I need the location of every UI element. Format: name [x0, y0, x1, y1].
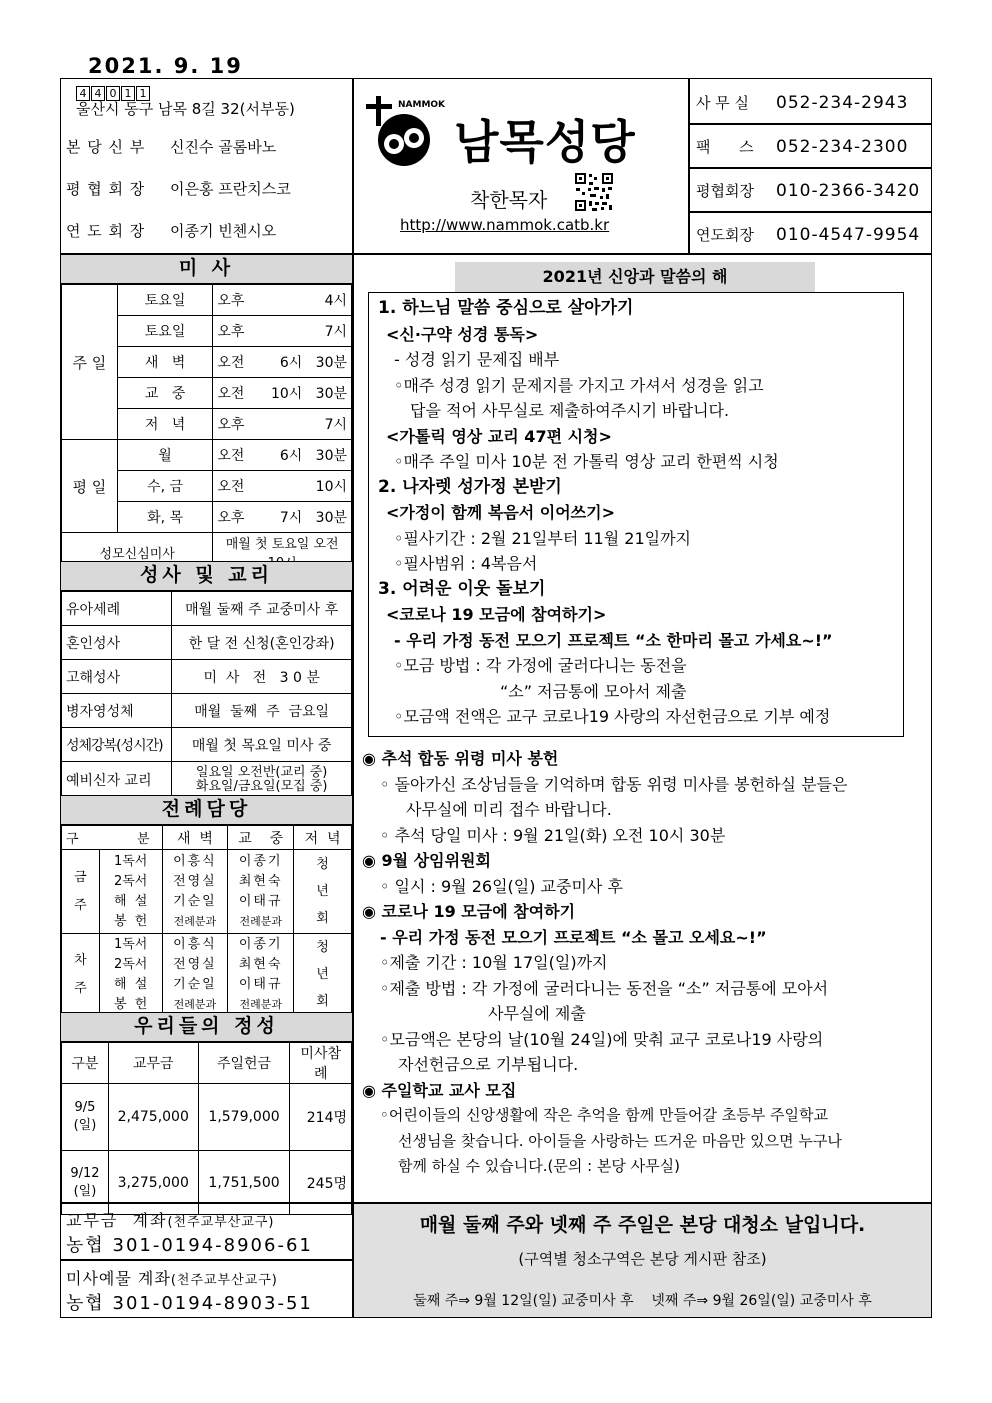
offerings-header-sunday: 주일헌금 — [198, 1043, 290, 1084]
notice-heading: ◉ 추석 합동 위령 미사 봉헌 — [362, 749, 559, 768]
church-address: 울산시 동구 남목 8길 32(서부동) — [76, 100, 295, 118]
contact-prayer — [696, 224, 920, 245]
cleaning-schedule: 둘째 주⇒ 9월 12일(일) 교중미사 후 넷째 주⇒ 9월 26일(일) 교중미사 후 — [413, 1293, 872, 1309]
contact-council-value: 010-2366-3420 — [776, 181, 921, 201]
tithe-account-title: 교무금 계좌(천주교부산교구) — [66, 1211, 275, 1230]
offerings-attendance: 245명 — [290, 1151, 352, 1215]
liturgy-header-main: 교 중 — [228, 826, 294, 850]
mass-day: 월 — [117, 440, 213, 471]
liturgy-header-division: 구 분 — [62, 826, 163, 850]
offerings-tithe: 3,275,000 — [108, 1151, 198, 1215]
sacrament-value: 매월 둘째 주 교중미사 후 — [172, 592, 352, 626]
offerings-section-title: 우리들의 정성 — [61, 1012, 352, 1042]
notice-item: 사무실에 미리 접수 바랍니다. — [406, 800, 612, 819]
catechumen-value: 일요일 오전반(교리 중) 화요일/금요일(모집 중) — [172, 762, 352, 798]
contact-office-value: 052-234-2943 — [776, 93, 909, 113]
prayer-president-name: 이종기 빈첸시오 — [170, 222, 277, 240]
offerings-sunday: 1,751,500 — [198, 1151, 290, 1215]
liturgy-roles: 1독서 2독서 해 설 봉 헌 — [99, 934, 162, 1016]
notice-item: 선생님을 찾습니다. 아이들을 사랑하는 뜨거운 마음만 있으면 누구나 — [398, 1131, 842, 1150]
catechumen-label: 예비신자 교리 — [62, 762, 172, 798]
theme-subheading: <가정이 함께 복음서 이어쓰기> — [386, 503, 615, 522]
contact-fax — [696, 136, 908, 157]
this-week-evening: 청 년 회 — [294, 850, 352, 934]
theme-subheading: <신·구약 성경 통독> — [386, 324, 539, 344]
this-week-label: 금 주 — [62, 850, 100, 934]
notice-item: ◦제출 방법 : 각 가정에 굴러다니는 동전을 “소” 저금통에 모아서 — [380, 978, 829, 998]
sacrament-label: 유아세례 — [62, 592, 172, 626]
notice-item: ◦제출 기간 : 10월 17일(일)까지 — [380, 953, 608, 972]
contact-prayer-value: 010-4547-9954 — [776, 225, 921, 245]
council-president-name: 이은홍 프란치스코 — [170, 180, 291, 198]
mass-time: 오전 6시 30분 — [213, 347, 352, 378]
council-president-row — [66, 178, 346, 199]
council-president-label: 평 협 회 장 — [66, 180, 146, 198]
column-divider — [352, 78, 354, 1318]
mass-time: 오후 4시 — [213, 285, 352, 316]
mass-day: 새 벽 — [117, 347, 213, 378]
tithe-account-number: 농협 301-0194-8906-61 — [66, 1235, 313, 1256]
mass-section-title: 미 사 — [61, 254, 352, 284]
offerings-table — [61, 1042, 352, 1215]
motto: 착한목자 — [470, 188, 548, 212]
qr-code-icon — [574, 172, 614, 212]
mass-day: 교 중 — [117, 378, 213, 409]
mass-day: 저 녁 — [117, 409, 213, 440]
mass-day: 토요일 — [117, 285, 213, 316]
sacrament-label: 고해성사 — [62, 660, 172, 694]
theme-item: ◦필사범위 : 4복음서 — [394, 554, 538, 573]
mass-time: 오전 10시 — [213, 471, 352, 502]
notice-item: - 우리 가정 동전 모으기 프로젝트 “소 몰고 오세요~!” — [380, 927, 767, 947]
prayer-president-row — [66, 220, 346, 241]
mass-time: 오전 6시 30분 — [213, 440, 352, 471]
sacrament-value: 매월 첫 목요일 미사 중 — [172, 728, 352, 762]
theme-item: 답을 적어 사무실로 제출하여주시기 바랍니다. — [410, 401, 730, 420]
theme-item: ◦모금 방법 : 각 가정에 굴러다니는 동전을 — [394, 656, 687, 675]
sacrament-value: 한 달 전 신청(혼인강좌) — [172, 626, 352, 660]
accounts-divider — [60, 1259, 353, 1261]
contact-office-label: 사 무 실 — [696, 94, 750, 112]
bulletin-date: 2021. 9. 19 — [88, 54, 243, 78]
contact-prayer-label: 연도회장 — [696, 226, 754, 244]
church-logo — [362, 92, 682, 172]
year-theme-title: 2021년 신앙과 말씀의 해 — [455, 262, 815, 292]
liturgy-roles: 1독서 2독서 해 설 봉 헌 — [99, 850, 162, 934]
sacrament-value: 미 사 전 3 0 분 — [172, 660, 352, 694]
offerings-header-attendance: 미사참례 — [290, 1043, 352, 1084]
devotion-mass-value: 매월 첫 토요일 오전 — [213, 533, 352, 572]
theme-heading: 2. 나자렛 성가정 본받기 — [378, 476, 562, 497]
offerings-header-division: 구분 — [62, 1043, 109, 1084]
theme-heading: 3. 어려운 이웃 돌보기 — [378, 578, 546, 599]
year-theme-content — [378, 296, 902, 730]
mass-offering-account-number: 농협 301-0194-8903-51 — [66, 1293, 313, 1314]
notice-heading: ◉ 9월 상임위원회 — [362, 851, 491, 870]
sunday-label: 주 일 — [62, 285, 118, 440]
contact-office — [696, 92, 908, 113]
notice-heading: ◉ 주일학교 교사 모집 — [362, 1080, 517, 1100]
theme-item: - 성경 읽기 문제집 배부 — [394, 350, 560, 369]
contact-divider-3 — [688, 211, 932, 213]
mass-day: 토요일 — [117, 316, 213, 347]
mass-day: 수, 금 — [117, 471, 213, 502]
mass-schedule-table — [61, 284, 352, 572]
cleaning-headline: 매월 둘째 주와 넷째 주 주일은 본당 대청소 날입니다. — [419, 1214, 866, 1236]
church-name: 남목성당 — [454, 115, 636, 169]
weekday-label: 평 일 — [62, 440, 118, 533]
mass-time: 오후 7시 — [213, 409, 352, 440]
postal-code: 4 4 0 1 1 — [76, 82, 151, 101]
next-week-dawn: 이흥식 전영실 기순일 전례분과 — [162, 934, 228, 1016]
liturgy-header-dawn: 새 벽 — [162, 826, 228, 850]
offerings-sunday: 1,579,000 — [198, 1084, 290, 1151]
logo-small-text: NAMMOK — [398, 100, 446, 110]
tithe-account — [66, 1208, 350, 1257]
offerings-date: 9/5 (일) — [62, 1084, 109, 1151]
sacrament-label: 병자영성체 — [62, 694, 172, 728]
contact-fax-label: 팩 스 — [696, 138, 754, 156]
sacraments-section-title: 성사 및 교리 — [61, 561, 352, 591]
pastor-name: 신진수 골롬바노 — [170, 138, 277, 156]
offerings-header-tithe: 교무금 — [108, 1043, 198, 1084]
contact-fax-value: 052-234-2300 — [776, 137, 909, 157]
theme-item: ◦모금액 전액은 교구 코로나19 사랑의 자선헌금으로 기부 예정 — [394, 707, 831, 726]
theme-subheading: <가톨릭 영상 교리 47편 시청> — [386, 426, 612, 446]
theme-subheading: <코로나 19 모금에 참여하기> — [386, 605, 607, 624]
sacrament-label: 혼인성사 — [62, 626, 172, 660]
contact-council-label: 평협회장 — [696, 182, 754, 200]
notice-item: ◦ 돌아가신 조상님들을 기억하며 합동 위령 미사를 봉헌하실 분들은 — [380, 774, 848, 794]
liturgy-table — [61, 825, 352, 1016]
contact-divider-2 — [688, 167, 932, 169]
notice-item: ◦ 추석 당일 미사 : 9월 21일(화) 오전 10시 30분 — [380, 825, 726, 845]
notice-item: ◦어린이들의 신앙생활에 작은 추억을 함께 만들어갈 초등부 주일학교 — [380, 1106, 828, 1124]
church-website-link[interactable]: http://www.nammok.catb.kr — [400, 216, 610, 234]
theme-item: ◦매주 주일 미사 10분 전 가톨릭 영상 교리 한편씩 시청 — [394, 452, 779, 471]
next-week-evening: 청 년 회 — [294, 934, 352, 1016]
notice-item: ◦모금액은 본당의 날(10월 24일)에 맞춰 교구 코로나19 사랑의 — [380, 1029, 824, 1049]
theme-item: ◦필사기간 : 2월 21일부터 11월 21일까지 — [394, 528, 691, 548]
contact-divider-1 — [688, 123, 932, 125]
notice-item: 자선헌금으로 기부됩니다. — [398, 1055, 579, 1074]
theme-item: “소” 저금통에 모아서 제출 — [500, 681, 687, 701]
sacraments-table — [61, 591, 352, 798]
cleaning-subtext: (구역별 청소구역은 본당 게시판 참조) — [518, 1250, 767, 1268]
notice-item: 함께 하실 수 있습니다.(문의 : 본당 사무실) — [398, 1157, 680, 1175]
offerings-tithe: 2,475,000 — [108, 1084, 198, 1151]
next-week-main: 이종기 최현숙 이태규 전례분과 — [228, 934, 294, 1016]
notices — [362, 746, 922, 1180]
contact-council — [696, 180, 920, 201]
mass-offering-account-title: 미사예물 계좌(천주교부산교구) — [66, 1269, 278, 1288]
mass-time: 오후 7시 — [213, 316, 352, 347]
notice-item: 사무실에 제출 — [488, 1004, 586, 1023]
offerings-date: 9/12 (일) — [62, 1151, 109, 1215]
sacrament-label: 성체강복(성시간) — [62, 728, 172, 762]
theme-item: - 우리 가정 동전 모으기 프로젝트 “소 한마리 몰고 가세요~!” — [394, 630, 833, 650]
this-week-main: 이종기 최현숙 이태규 전례분과 — [228, 850, 294, 934]
theme-item: ◦매주 성경 읽기 문제지를 가지고 가셔서 성경을 읽고 — [394, 375, 764, 395]
pastor-label: 본 당 신 부 — [66, 138, 146, 156]
liturgy-section-title: 전례담당 — [61, 795, 352, 825]
prayer-president-label: 연 도 회 장 — [66, 222, 146, 240]
header-right-divider — [688, 78, 690, 254]
devotion-mass-label: 성모신심미사 — [62, 533, 213, 572]
theme-heading: 1. 하느님 말씀 중심으로 살아가기 — [378, 298, 634, 318]
this-week-dawn: 이흥식 전영실 기순일 전례분과 — [162, 850, 228, 934]
liturgy-header-evening: 저 녁 — [294, 826, 352, 850]
offerings-attendance: 214명 — [290, 1084, 352, 1151]
mass-day: 화, 목 — [117, 502, 213, 533]
mass-time: 오전 10시 30분 — [213, 378, 352, 409]
mass-offering-account — [66, 1266, 350, 1315]
notice-heading: ◉ 코로나 19 모금에 참여하기 — [362, 902, 576, 921]
notice-item: ◦ 일시 : 9월 26일(일) 교중미사 후 — [380, 876, 623, 896]
mass-time: 오후 7시 30분 — [213, 502, 352, 533]
next-week-label: 차 주 — [62, 934, 100, 1016]
pastor-row — [66, 136, 346, 157]
sacrament-value: 매월 둘째 주 금요일 — [172, 694, 352, 728]
